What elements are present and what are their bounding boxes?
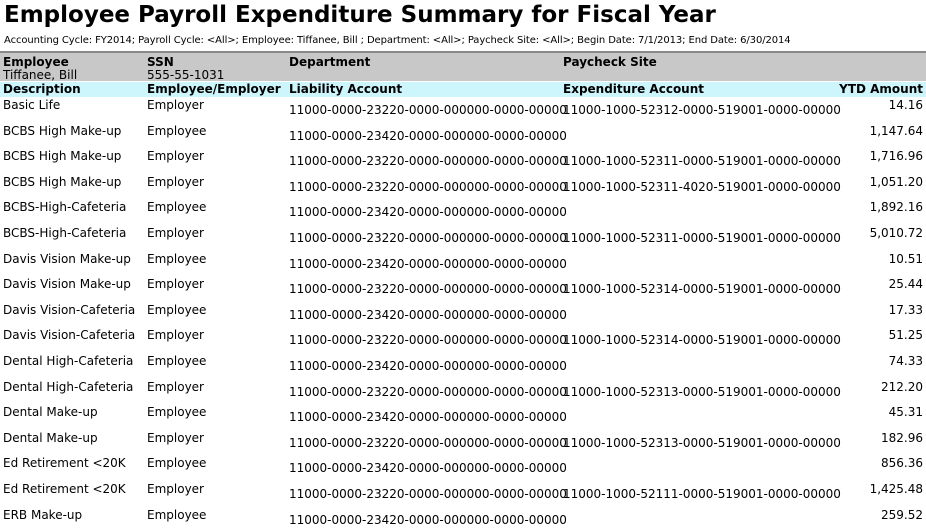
expenditure-account-cell: 11000-1000-52314-0000-519001-0000-00000 bbox=[563, 282, 841, 297]
expenditure-account-cell: 11000-1000-52313-0000-519001-0000-00000 bbox=[563, 435, 841, 450]
description-cell: ERB Make-up bbox=[3, 507, 83, 522]
ytd-amount-cell: 182.96 bbox=[881, 430, 923, 445]
description-cell: Davis Vision-Cafeteria bbox=[3, 302, 136, 317]
table-row bbox=[0, 225, 926, 251]
table-row bbox=[0, 353, 926, 379]
table-row bbox=[0, 123, 926, 149]
ytd-amount-cell: 1,147.64 bbox=[869, 123, 923, 138]
employee-employer-cell: Employer bbox=[147, 379, 204, 394]
table-row bbox=[0, 199, 926, 225]
ytd-amount-cell: 1,051.20 bbox=[869, 174, 923, 189]
description-cell: BCBS-High-Cafeteria bbox=[3, 226, 127, 240]
employee-employer-cell: Employer bbox=[147, 482, 204, 496]
table-row bbox=[0, 455, 926, 481]
ytd-amount-cell: 1,425.48 bbox=[869, 482, 923, 496]
employee-employer-cell: Employer bbox=[147, 174, 204, 189]
employee-employer-cell: Employer bbox=[147, 149, 204, 164]
ytd-amount-cell: 259.52 bbox=[881, 507, 923, 522]
employee-employer-cell: Employee bbox=[147, 251, 207, 266]
expenditure-account-cell: 11000-1000-52311-0000-519001-0000-00000 bbox=[563, 154, 841, 169]
employee-employer-cell: Employee bbox=[147, 123, 207, 138]
description-cell: Ed Retirement <20K bbox=[3, 482, 126, 496]
table-row bbox=[0, 97, 926, 123]
employee-column-label: Employee bbox=[3, 55, 69, 69]
ytd-amount-cell: 51.25 bbox=[888, 328, 923, 343]
expenditure-account-column-label: Expenditure Account bbox=[563, 82, 705, 96]
ytd-amount-cell: 212.20 bbox=[881, 379, 923, 394]
employee-employer-cell: Employee bbox=[147, 302, 207, 317]
detail-column-header bbox=[0, 82, 926, 97]
employee-employer-cell: Employee bbox=[147, 354, 207, 368]
liability-account-cell: 11000-0000-23220-0000-000000-0000-00000 bbox=[289, 282, 567, 297]
expenditure-account-cell: 11000-1000-52314-0000-519001-0000-00000 bbox=[563, 333, 841, 348]
liability-account-cell: 11000-0000-23420-0000-000000-0000-00000 bbox=[289, 410, 567, 425]
liability-account-cell: 11000-0000-23220-0000-000000-0000-00000 bbox=[289, 231, 567, 245]
ssn-column-label: SSN bbox=[147, 55, 174, 69]
table-row bbox=[0, 481, 926, 507]
ytd-amount-cell: 5,010.72 bbox=[869, 226, 923, 240]
description-cell: Davis Vision-Cafeteria bbox=[3, 328, 136, 343]
description-cell: BCBS High Make-up bbox=[3, 149, 122, 164]
liability-account-cell: 11000-0000-23220-0000-000000-0000-00000 bbox=[289, 103, 567, 117]
employee-employer-cell: Employer bbox=[147, 98, 204, 112]
expenditure-account-cell: 11000-1000-52311-0000-519001-0000-00000 bbox=[563, 231, 841, 245]
paycheck-site-column-label: Paycheck Site bbox=[563, 55, 657, 69]
expenditure-account-cell: 11000-1000-52311-4020-519001-0000-00000 bbox=[563, 179, 841, 194]
employee-header-band bbox=[0, 53, 926, 81]
description-cell: Ed Retirement <20K bbox=[3, 456, 126, 471]
table-row bbox=[0, 174, 926, 200]
description-cell: BCBS High Make-up bbox=[3, 174, 122, 189]
table-row bbox=[0, 276, 926, 302]
table-row bbox=[0, 404, 926, 430]
table-row bbox=[0, 148, 926, 174]
description-cell: BCBS-High-Cafeteria bbox=[3, 200, 127, 215]
ytd-amount-cell: 1,892.16 bbox=[869, 200, 923, 215]
liability-account-cell: 11000-0000-23420-0000-000000-0000-00000 bbox=[289, 512, 567, 527]
table-row bbox=[0, 302, 926, 328]
description-cell: BCBS High Make-up bbox=[3, 123, 122, 138]
ytd-amount-cell: 1,716.96 bbox=[869, 149, 923, 164]
liability-account-cell: 11000-0000-23420-0000-000000-0000-00000 bbox=[289, 461, 567, 476]
description-column-label: Description bbox=[3, 82, 81, 96]
description-cell: Davis Vision Make-up bbox=[3, 277, 131, 292]
description-cell: Dental Make-up bbox=[3, 405, 98, 420]
liability-account-cell: 11000-0000-23420-0000-000000-0000-00000 bbox=[289, 256, 567, 271]
report-title: Employee Payroll Expenditure Summary for Fiscal Year bbox=[4, 2, 716, 28]
ytd-amount-cell: 45.31 bbox=[888, 405, 923, 420]
employee-ssn: 555-55-1031 bbox=[147, 68, 225, 82]
ytd-amount-cell: 14.16 bbox=[888, 98, 923, 112]
description-cell: Basic Life bbox=[3, 98, 61, 112]
employee-employer-cell: Employee bbox=[147, 507, 207, 522]
employee-employer-cell: Employer bbox=[147, 226, 204, 240]
description-cell: Dental High-Cafeteria bbox=[3, 379, 134, 394]
liability-account-column-label: Liability Account bbox=[289, 82, 403, 96]
description-cell: Dental Make-up bbox=[3, 430, 98, 445]
employee-employer-cell: Employee bbox=[147, 200, 207, 215]
liability-account-cell: 11000-0000-23220-0000-000000-0000-00000 bbox=[289, 435, 567, 450]
expenditure-account-cell: 11000-1000-52111-0000-519001-0000-00000 bbox=[563, 487, 841, 501]
report-parameters: Accounting Cycle: FY2014; Payroll Cycle: <All>; Employee: Tiffanee, Bill ; Department: <All>; Paycheck Site: <All>; Begin Date: 7/1/2013; End Date: 6/30/2014 bbox=[4, 35, 791, 46]
liability-account-cell: 11000-0000-23420-0000-000000-0000-00000 bbox=[289, 307, 567, 322]
department-column-label: Department bbox=[289, 55, 371, 69]
employee-employer-cell: Employer bbox=[147, 277, 204, 292]
expenditure-account-cell: 11000-1000-52312-0000-519001-0000-00000 bbox=[563, 103, 841, 117]
ytd-amount-cell: 25.44 bbox=[888, 277, 923, 292]
liability-account-cell: 11000-0000-23220-0000-000000-0000-00000 bbox=[289, 333, 567, 348]
ytd-amount-cell: 17.33 bbox=[888, 302, 923, 317]
table-row bbox=[0, 430, 926, 456]
table-row bbox=[0, 507, 926, 532]
employee-employer-cell: Employer bbox=[147, 430, 204, 445]
expenditure-account-cell: 11000-1000-52313-0000-519001-0000-00000 bbox=[563, 384, 841, 399]
ytd-amount-column-label: YTD Amount bbox=[839, 82, 923, 96]
employee-employer-column-label: Employee/Employer bbox=[147, 82, 281, 96]
liability-account-cell: 11000-0000-23220-0000-000000-0000-00000 bbox=[289, 384, 567, 399]
employee-employer-cell: Employee bbox=[147, 456, 207, 471]
table-row bbox=[0, 327, 926, 353]
liability-account-cell: 11000-0000-23420-0000-000000-0000-00000 bbox=[289, 359, 567, 373]
liability-account-cell: 11000-0000-23220-0000-000000-0000-00000 bbox=[289, 487, 567, 501]
ytd-amount-cell: 74.33 bbox=[888, 354, 923, 368]
table-row bbox=[0, 251, 926, 277]
employee-name: Tiffanee, Bill bbox=[3, 68, 78, 82]
description-cell: Davis Vision Make-up bbox=[3, 251, 131, 266]
liability-account-cell: 11000-0000-23420-0000-000000-0000-00000 bbox=[289, 128, 567, 143]
description-cell: Dental High-Cafeteria bbox=[3, 354, 134, 368]
liability-account-cell: 11000-0000-23420-0000-000000-0000-00000 bbox=[289, 205, 567, 220]
ytd-amount-cell: 10.51 bbox=[888, 251, 923, 266]
employee-employer-cell: Employee bbox=[147, 405, 207, 420]
liability-account-cell: 11000-0000-23220-0000-000000-0000-00000 bbox=[289, 154, 567, 169]
liability-account-cell: 11000-0000-23220-0000-000000-0000-00000 bbox=[289, 179, 567, 194]
table-row bbox=[0, 379, 926, 405]
ytd-amount-cell: 856.36 bbox=[881, 456, 923, 471]
employee-employer-cell: Employer bbox=[147, 328, 204, 343]
